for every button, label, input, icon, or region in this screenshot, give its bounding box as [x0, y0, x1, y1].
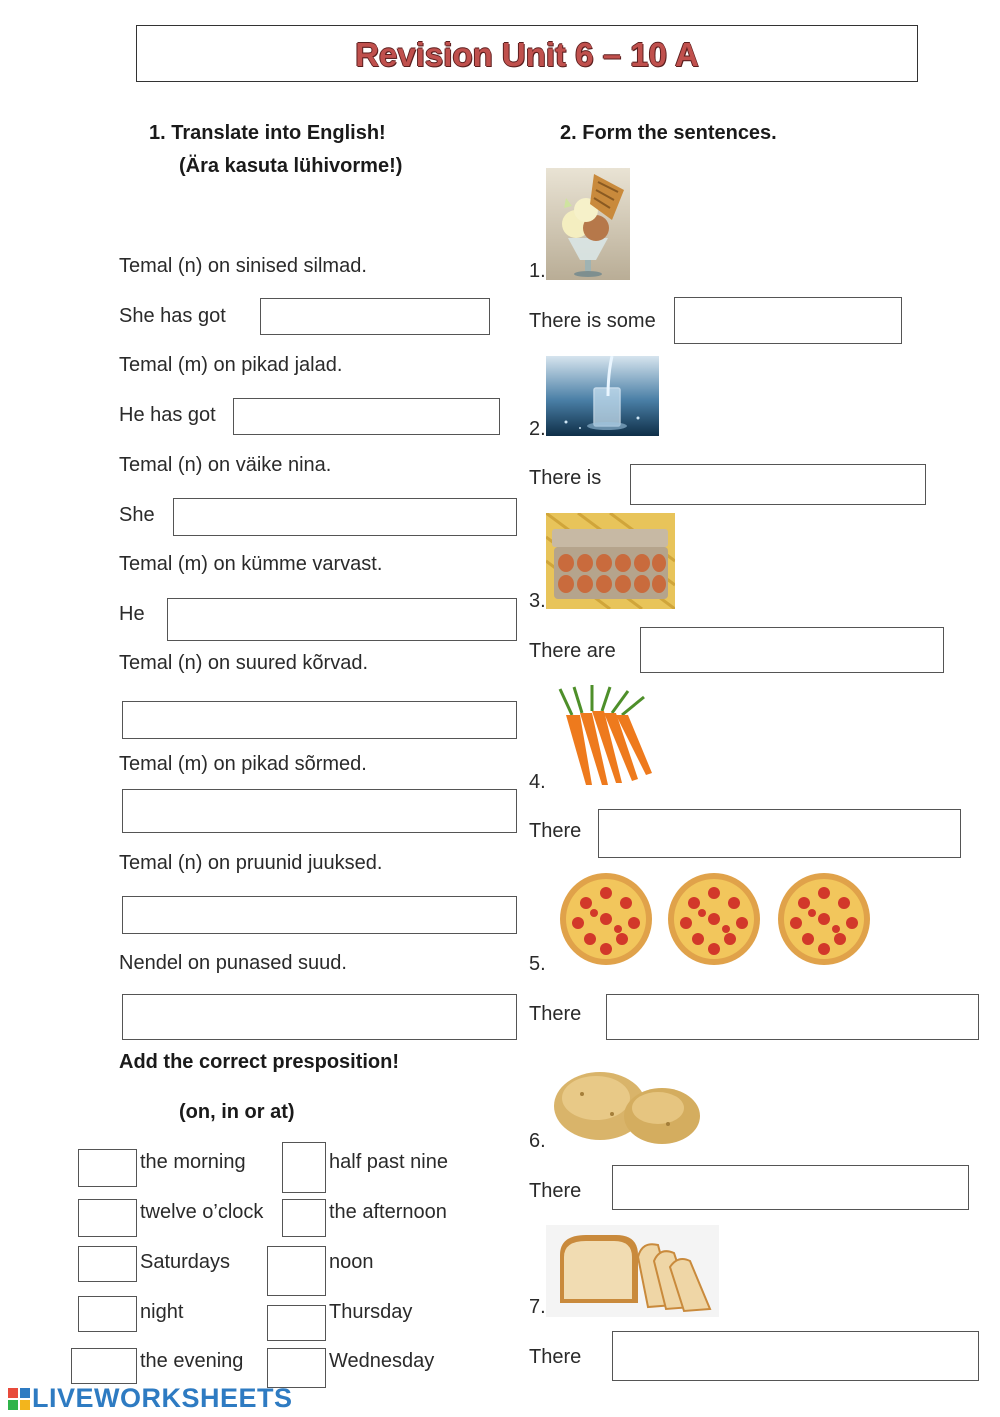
- sentence-number-2: 2.: [529, 418, 546, 440]
- translate-prompt-2: Temal (m) on pikad jalad.: [119, 354, 343, 376]
- sentence-number-6: 6.: [529, 1130, 546, 1152]
- preposition-phrase-right-5: Wednesday: [329, 1350, 435, 1372]
- sentence-starter-7: There: [529, 1346, 582, 1368]
- sentence-starter-4: There: [529, 820, 582, 842]
- preposition-box-left-5[interactable]: [71, 1348, 137, 1384]
- sentence-answer-4[interactable]: [598, 809, 961, 858]
- sentence-number-1: 1.: [529, 260, 546, 282]
- sentence-number-4: 4.: [529, 771, 546, 793]
- preposition-box-left-3[interactable]: [78, 1246, 137, 1282]
- sentence-answer-3[interactable]: [640, 627, 944, 673]
- translate-prompt-1: Temal (n) on sinised silmad.: [119, 255, 367, 277]
- preposition-phrase-right-2: the afternoon: [329, 1201, 447, 1223]
- translate-answer-6[interactable]: [122, 789, 517, 833]
- section3-subheading: (on, in or at): [179, 1101, 295, 1123]
- section1-subheading: (Ära kasuta lühivorme!): [179, 155, 403, 177]
- translate-starter-1: She has got: [119, 305, 226, 327]
- sentence-number-5: 5.: [529, 953, 546, 975]
- preposition-phrase-left-4: night: [140, 1301, 184, 1323]
- eggs-picture: [546, 513, 675, 609]
- section2-heading: 2. Form the sentences.: [560, 122, 777, 144]
- ice-cream-picture: [546, 168, 630, 280]
- translate-answer-1[interactable]: [260, 298, 490, 335]
- sentence-number-3: 3.: [529, 590, 546, 612]
- translate-answer-4[interactable]: [167, 598, 517, 641]
- preposition-phrase-left-5: the evening: [140, 1350, 244, 1372]
- translate-starter-3: She: [119, 504, 155, 526]
- translate-answer-5[interactable]: [122, 701, 517, 739]
- liveworksheets-logo-icon: [8, 1386, 30, 1408]
- translate-answer-3[interactable]: [173, 498, 517, 536]
- preposition-phrase-right-3: noon: [329, 1251, 374, 1273]
- translate-answer-7[interactable]: [122, 896, 517, 934]
- preposition-box-right-2[interactable]: [282, 1199, 326, 1237]
- carrots-picture: [552, 685, 656, 789]
- translate-prompt-4: Temal (m) on kümme varvast.: [119, 553, 383, 575]
- sentence-answer-1[interactable]: [674, 297, 902, 344]
- sentence-starter-5: There: [529, 1003, 582, 1025]
- translate-prompt-7: Temal (n) on pruunid juuksed.: [119, 852, 383, 874]
- preposition-box-right-4[interactable]: [267, 1305, 326, 1341]
- translate-starter-4: He: [119, 603, 145, 625]
- potatoes-picture: [552, 1054, 707, 1150]
- preposition-box-right-3[interactable]: [267, 1246, 326, 1296]
- preposition-box-left-1[interactable]: [78, 1149, 137, 1187]
- title-box: [136, 25, 918, 82]
- preposition-box-left-2[interactable]: [78, 1199, 137, 1237]
- sentence-number-7: 7.: [529, 1296, 546, 1318]
- liveworksheets-logo: [8, 1383, 293, 1414]
- preposition-box-right-5[interactable]: [267, 1348, 326, 1388]
- sentence-starter-1: There is some: [529, 310, 656, 332]
- translate-answer-8[interactable]: [122, 994, 517, 1040]
- sentence-starter-6: There: [529, 1180, 582, 1202]
- glass-of-water-picture: [546, 356, 659, 436]
- liveworksheets-logo-text: LIVEWORKSHEETS: [32, 1383, 293, 1413]
- preposition-box-left-4[interactable]: [78, 1296, 137, 1332]
- preposition-phrase-right-1: half past nine: [329, 1151, 448, 1173]
- preposition-phrase-left-3: Saturdays: [140, 1251, 231, 1273]
- translate-prompt-6: Temal (m) on pikad sõrmed.: [119, 753, 367, 775]
- preposition-phrase-left-2: twelve o’clock: [140, 1201, 264, 1223]
- section3-heading: Add the correct presposition!: [119, 1051, 400, 1073]
- translate-prompt-5: Temal (n) on suured kõrvad.: [119, 652, 369, 674]
- section1-heading: 1. Translate into English!: [149, 122, 386, 144]
- sentence-answer-6[interactable]: [612, 1165, 969, 1210]
- sentence-answer-2[interactable]: [630, 464, 926, 505]
- bread-picture: [546, 1225, 719, 1317]
- preposition-box-right-1[interactable]: [282, 1142, 326, 1193]
- pizzas-picture: [556, 873, 874, 965]
- translate-prompt-8: Nendel on punased suud.: [119, 952, 347, 974]
- translate-starter-2: He has got: [119, 404, 216, 426]
- page-title: Revision Unit 6 – 10 A: [355, 36, 699, 73]
- sentence-starter-2: There is: [529, 467, 602, 489]
- preposition-phrase-left-1: the morning: [140, 1151, 246, 1173]
- sentence-starter-3: There are: [529, 640, 616, 662]
- sentence-answer-5[interactable]: [606, 994, 979, 1040]
- preposition-phrase-right-4: Thursday: [329, 1301, 413, 1323]
- translate-answer-2[interactable]: [233, 398, 500, 435]
- translate-prompt-3: Temal (n) on väike nina.: [119, 454, 332, 476]
- sentence-answer-7[interactable]: [612, 1331, 979, 1381]
